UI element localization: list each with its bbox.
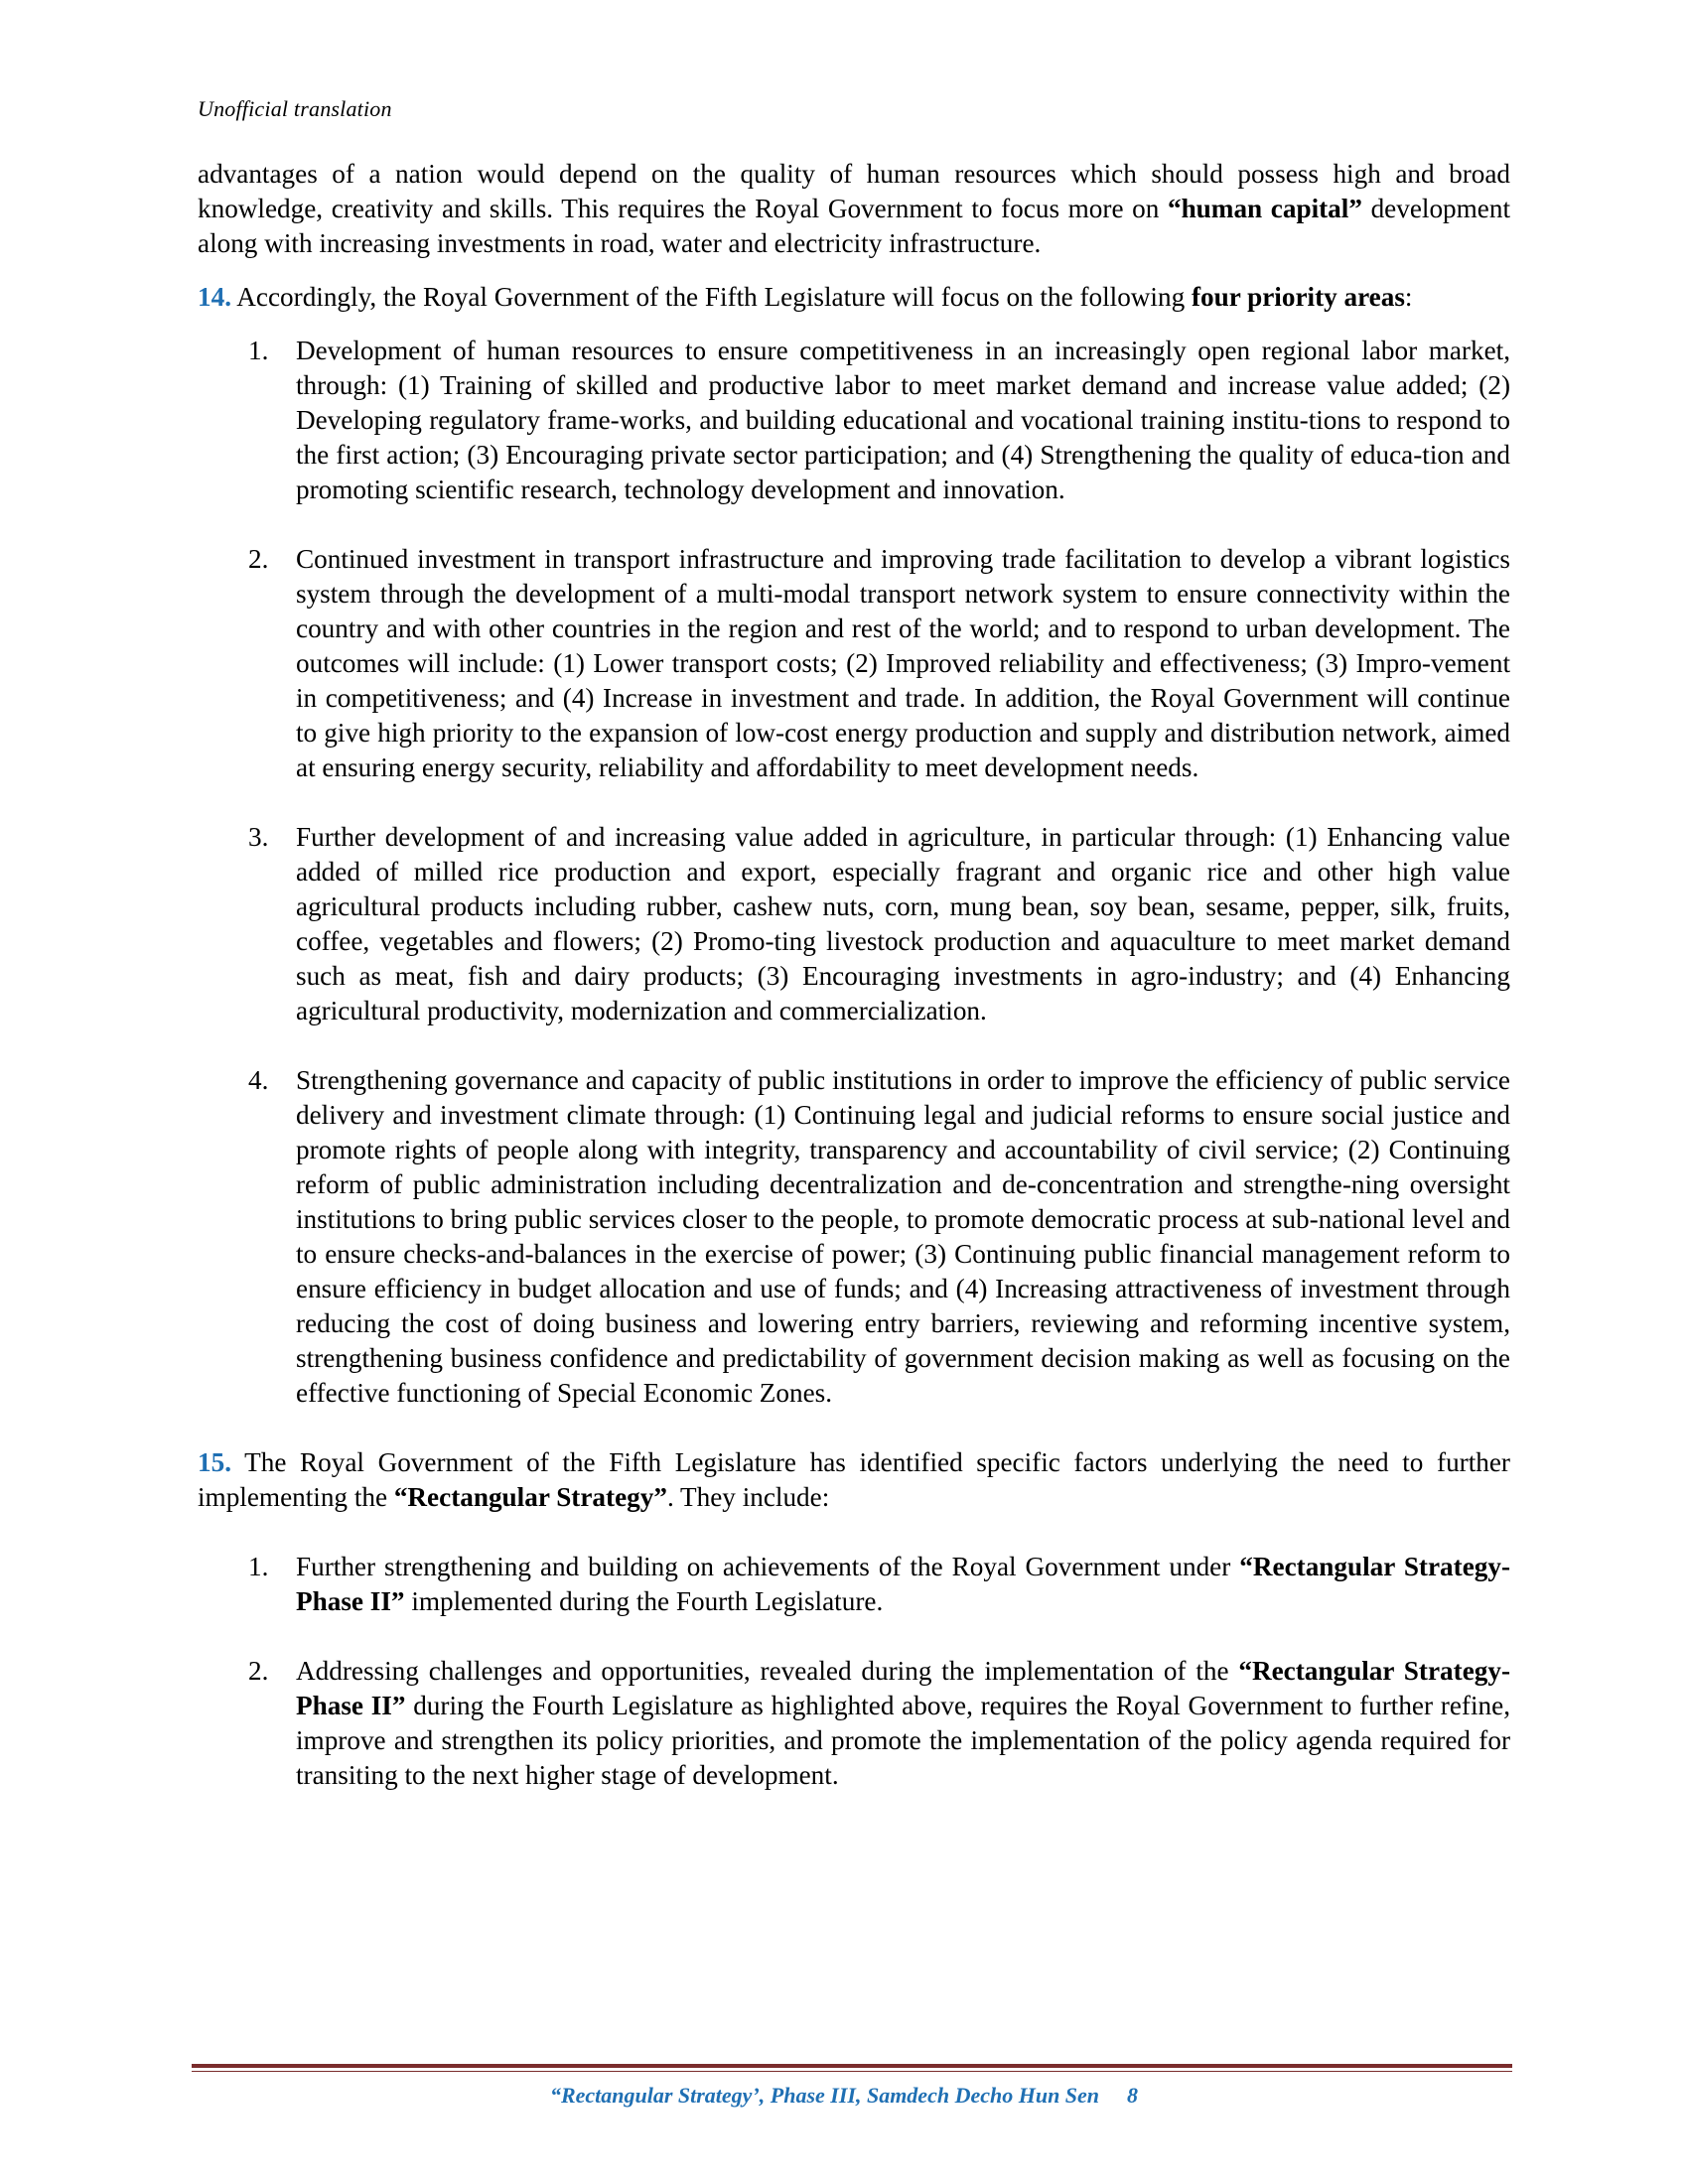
header-note: Unofficial translation xyxy=(198,96,392,121)
paragraph-15-end: . They include: xyxy=(666,1482,830,1512)
list-item-text: Continued investment in transport infrastructure and improving trade facilitation to develop a vibrant logistics system through the development of a multi-modal transport network system to ensure connectivity within the country and with other countries in the region and rest of the world; and to respond to urban development. The outcomes will include: (1) Lower transport costs; (2) Improved reliability and effectiveness; (3) Impro-vement in competitiveness; and (4) Increase in investment and trade. In addition, the Royal Government will continue to give high priority to the expansion of low-cost energy production and supply and distribution network, aimed at ensuring energy security, reliability and affordability to meet development needs. xyxy=(296,544,1510,782)
page-footer xyxy=(0,2083,1688,2109)
list-item-number: 1. xyxy=(248,1552,269,1581)
list-item-text-post: during the Fourth Legislature as highlighted above, requires the Royal Government to further refine, improve and strengthen its policy priorities, and promote the implementation of the policy agenda required for transiting to the next higher stage of development. xyxy=(296,1691,1510,1790)
list-item-number: 2. xyxy=(248,544,269,574)
paragraph-14 xyxy=(198,280,1510,315)
footer-rule-thin xyxy=(192,2071,1512,2072)
list-item-text: Further development of and increasing value added in agriculture, in particular through: (1) Enhancing value added of milled rice production and export, especially fragrant and organic rice and other high value agricultural products including rubber, cashew nuts, corn, mung bean, soy bean, sesame, pepper, silk, fruits, coffee, vegetables and flowers; (2) Promo-ting livestock production and aquaculture to meet market demand such as meat, fish and dairy products; (3) Encouraging investments in agro-industry; and (4) Enhancing agricultural productivity, modernization and commercialization. xyxy=(296,822,1510,1025)
paragraph-15-bold: “Rectangular Strategy” xyxy=(393,1482,667,1512)
list-item-number: 2. xyxy=(248,1656,269,1686)
list-item xyxy=(198,1550,1510,1619)
list-item xyxy=(198,542,1510,785)
paragraph-15-text: The Royal Government of the Fifth Legislature has identified specific factors underlying the need to further implementing the xyxy=(198,1447,1510,1512)
list-item-number: 3. xyxy=(248,822,269,852)
intro-text-1: advantages of a nation would depend on the quality of human resources which should possess high and broad knowledge, creativity and skills. This requires the Royal Government to focus more on xyxy=(198,159,1510,223)
footer-rule xyxy=(192,2064,1512,2068)
intro-text-2: development along with increasing investments in road, water and electricity infrastructure. xyxy=(198,194,1510,258)
list-item-number: 1. xyxy=(248,336,269,365)
list-item-text-post: implemented during the Fourth Legislature. xyxy=(404,1586,884,1616)
paragraph-14-bold: four priority areas xyxy=(1191,282,1405,312)
paragraph-14-number: 14. xyxy=(198,282,231,312)
page-number: 8 xyxy=(1127,2083,1139,2108)
list-item xyxy=(198,334,1510,507)
paragraph-14-text: Accordingly, the Royal Government of the Fifth Legislature will focus on the following xyxy=(230,282,1192,312)
paragraph-15-number: 15. xyxy=(198,1447,231,1477)
footer-title: “Rectangular Strategy’, Phase III, Samdech Decho Hun Sen xyxy=(549,2083,1100,2108)
list-item xyxy=(198,820,1510,1028)
list-item-text: Strengthening governance and capacity of public institutions in order to improve the efficiency of public service delivery and investment climate through: (1) Continuing legal and judicial reforms to ensure social justice and promote rights of people along with integrity, transparency and accountability of civil service; (2) Continuing reform of public administration including decentralization and de-concentration and strengthe-ning oversight institutions to bring public services closer to the people, to promote democratic process at sub-national level and to ensure checks-and-balances in the exercise of power; (3) Continuing public financial management reform to ensure efficiency in budget allocation and use of funds; and (4) Increasing attractiveness of investment through reducing the cost of doing business and lowering entry barriers, reviewing and reforming incentive system, strengthening business confidence and predictability of government decision making as well as focusing on the effective functioning of Special Economic Zones. xyxy=(296,1065,1510,1408)
paragraph-15 xyxy=(198,1445,1510,1515)
list-item-text-pre: Addressing challenges and opportunities, revealed during the implementation of the xyxy=(296,1656,1239,1686)
paragraph-14-end: : xyxy=(1404,282,1413,312)
intro-paragraph xyxy=(198,157,1510,261)
document-body xyxy=(198,157,1510,1793)
list-item xyxy=(198,1063,1510,1411)
factors-list xyxy=(198,1550,1510,1793)
list-item-text-pre: Further strengthening and building on achievements of the Royal Government under xyxy=(296,1552,1240,1581)
list-item-bold: “Rectangular Strategy-Phase II” xyxy=(296,1552,1511,1616)
priority-areas-list xyxy=(198,334,1510,1411)
list-item-number: 4. xyxy=(248,1065,269,1095)
list-item xyxy=(198,1654,1510,1793)
list-item-bold: “Rectangular Strategy-Phase II” xyxy=(296,1656,1511,1720)
list-item-text: Development of human resources to ensure competitiveness in an increasingly open regional labor market, through: (1) Training of skilled and productive labor to meet market demand and increase value added; (2) Developing regulatory frame-works, and building educational and vocational training institu-tions to respond to the first action; (3) Encouraging private sector participation; and (4) Strengthening the quality of educa-tion and promoting scientific research, technology development and innovation. xyxy=(296,336,1510,504)
intro-bold: “human capital” xyxy=(1167,194,1362,223)
